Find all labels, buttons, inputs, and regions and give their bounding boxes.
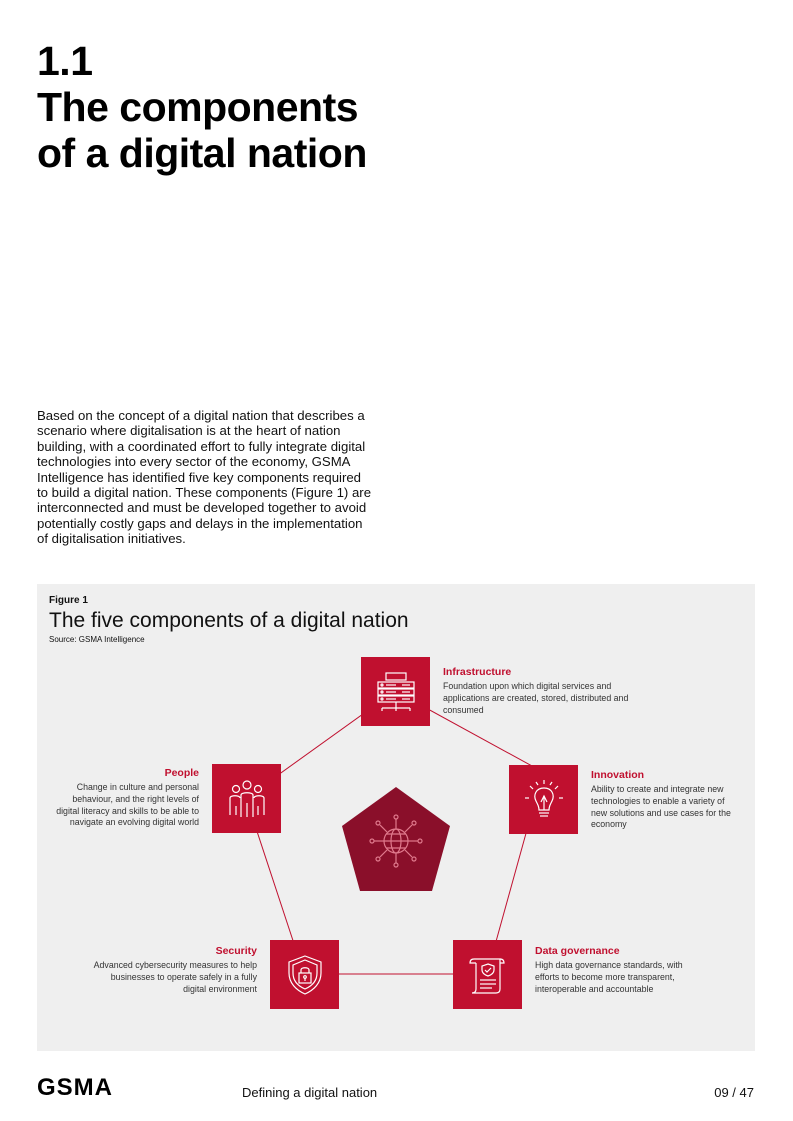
data-governance-text bbox=[535, 945, 695, 995]
infrastructure-title: Infrastructure bbox=[443, 666, 512, 678]
section-title-line-1: The components bbox=[37, 84, 359, 130]
footer-document-title: Defining a digital nation bbox=[242, 1085, 378, 1100]
data-governance-description: High data governance standards, with efforts to become more transparent, interoperable and accountable bbox=[535, 960, 683, 994]
people-group-icon bbox=[225, 777, 269, 821]
footer-page-number: 09 / 47 bbox=[714, 1085, 754, 1100]
figure-label: Figure 1 bbox=[49, 595, 88, 606]
security-description: Advanced cybersecurity measures to help businesses to operate safely in a fully digital environment bbox=[93, 960, 257, 994]
infrastructure-description: Foundation upon which digital services and applications are created, stored, distributed and consumed bbox=[443, 681, 629, 715]
document-shield-icon bbox=[466, 953, 510, 997]
people-text bbox=[47, 767, 199, 829]
section-title-line-2: of a digital nation bbox=[37, 130, 367, 176]
security-box bbox=[270, 940, 339, 1009]
server-rack-icon bbox=[374, 670, 418, 714]
data-governance-title: Data governance bbox=[535, 945, 620, 957]
figure-panel bbox=[37, 584, 755, 1051]
people-title: People bbox=[164, 767, 199, 779]
people-box bbox=[212, 764, 281, 833]
intro-paragraph: Based on the concept of a digital nation that describes a scenario where digitalisation is at the heart of nation building, with a coordinated effort to fully integrate digital technologies into every sector of the economy, GSMA Intelligence has identified five key components required to build a digital nation. These components (Figure 1) are interconnected and must be developed together to avoid potentially costly gaps and delays in the implementation of digitalisation initiatives. bbox=[37, 408, 372, 547]
security-text bbox=[87, 945, 257, 995]
security-title: Security bbox=[215, 945, 257, 957]
innovation-title: Innovation bbox=[591, 769, 645, 781]
figure-source: Source: GSMA Intelligence bbox=[49, 635, 145, 644]
svg-text:GSMA: GSMA bbox=[37, 1076, 113, 1098]
section-number: 1.1 bbox=[37, 38, 93, 84]
section-heading bbox=[37, 38, 367, 176]
infrastructure-text bbox=[443, 666, 638, 716]
figure-title: The five components of a digital nation bbox=[49, 609, 409, 632]
innovation-description: Ability to create and integrate new technologies to enable a variety of new solutions and use cases for the economy bbox=[591, 784, 731, 830]
light-bulb-icon bbox=[522, 778, 566, 822]
center-pentagon bbox=[340, 785, 452, 893]
people-description: Change in culture and personal behaviour, and the right levels of digital literacy and skills to be able to navigate an evolving digital world bbox=[56, 782, 199, 828]
innovation-box bbox=[509, 765, 578, 834]
shield-lock-icon bbox=[283, 953, 327, 997]
innovation-text bbox=[591, 769, 741, 831]
gsma-logo bbox=[37, 1076, 159, 1098]
infrastructure-box bbox=[361, 657, 430, 726]
data-governance-box bbox=[453, 940, 522, 1009]
